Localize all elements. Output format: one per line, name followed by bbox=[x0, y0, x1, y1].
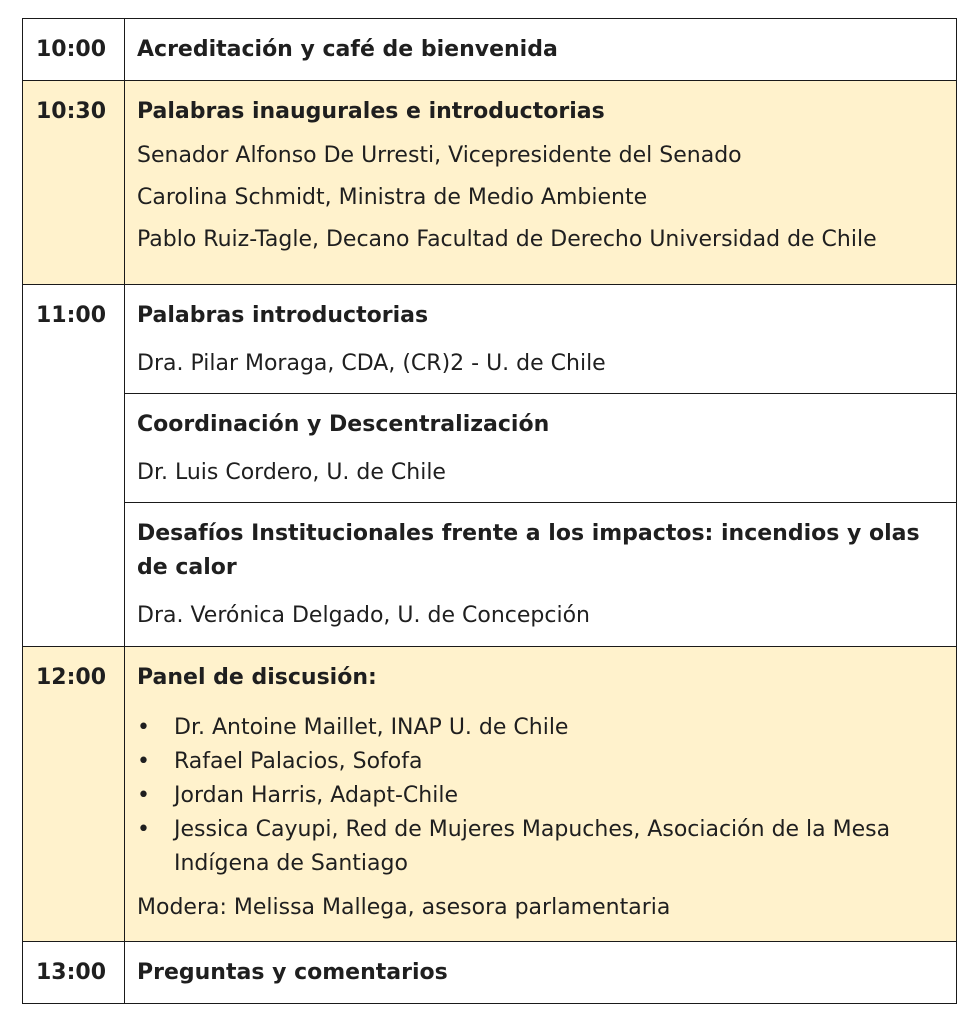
speaker: Pablo Ruiz-Tagle, Decano Facultad de Derecho Universidad de Chile bbox=[137, 227, 877, 252]
content-cell bbox=[125, 19, 957, 81]
speaker: Dr. Luis Cordero, U. de Chile bbox=[137, 460, 446, 485]
session-title: Coordinación y Descentralización bbox=[137, 412, 550, 437]
session-title: Preguntas y comentarios bbox=[137, 960, 448, 985]
list-item: • Jordan Harris, Adapt-Chile bbox=[137, 779, 944, 813]
panelist-list bbox=[137, 711, 944, 881]
time-cell bbox=[23, 647, 125, 942]
list-item: • Jessica Cayupi, Red de Mujeres Mapuches, Asociación de la Mesa Indígena de Santiago bbox=[137, 813, 944, 881]
program-row-1200 bbox=[23, 647, 957, 942]
program-row-1100-c bbox=[23, 503, 957, 647]
time-cell bbox=[23, 285, 125, 647]
program-row-1030 bbox=[23, 81, 957, 285]
content-cell bbox=[125, 942, 957, 1004]
program-row-1300 bbox=[23, 942, 957, 1004]
content-cell bbox=[125, 647, 957, 942]
speaker: Carolina Schmidt, Ministra de Medio Ambiente bbox=[137, 185, 648, 210]
list-item: • Dr. Antoine Maillet, INAP U. de Chile bbox=[137, 711, 944, 745]
session-title: Palabras introductorias bbox=[137, 303, 429, 328]
time-label: 13:00 bbox=[36, 960, 107, 985]
session-title: Desafíos Institucionales frente a los impactos: incendios y olas de calor bbox=[137, 521, 920, 580]
time-label: 12:00 bbox=[36, 665, 107, 690]
speaker: Dra. Verónica Delgado, U. de Concepción bbox=[137, 603, 590, 628]
list-item: • Rafael Palacios, Sofofa bbox=[137, 745, 944, 779]
time-label: 11:00 bbox=[36, 303, 107, 328]
session-title: Panel de discusión: bbox=[137, 665, 377, 690]
time-cell bbox=[23, 81, 125, 285]
speaker: Dra. Pilar Moraga, CDA, (CR)2 - U. de Chile bbox=[137, 351, 606, 376]
session-title: Palabras inaugurales e introductorias bbox=[137, 99, 605, 124]
program-row-1000 bbox=[23, 19, 957, 81]
program-row-1100-a bbox=[23, 285, 957, 394]
time-label: 10:30 bbox=[36, 99, 107, 124]
content-cell bbox=[125, 503, 957, 647]
content-cell bbox=[125, 285, 957, 394]
time-label: 10:00 bbox=[36, 37, 107, 62]
content-cell bbox=[125, 81, 957, 285]
content-cell bbox=[125, 394, 957, 503]
program-table bbox=[22, 18, 957, 1004]
session-title: Acreditación y café de bienvenida bbox=[137, 37, 558, 62]
speaker: Senador Alfonso De Urresti, Vicepresidente del Senado bbox=[137, 143, 742, 168]
program-row-1100-b bbox=[23, 394, 957, 503]
time-cell bbox=[23, 19, 125, 81]
time-cell bbox=[23, 942, 125, 1004]
moderator: Modera: Melissa Mallega, asesora parlamentaria bbox=[137, 895, 671, 920]
